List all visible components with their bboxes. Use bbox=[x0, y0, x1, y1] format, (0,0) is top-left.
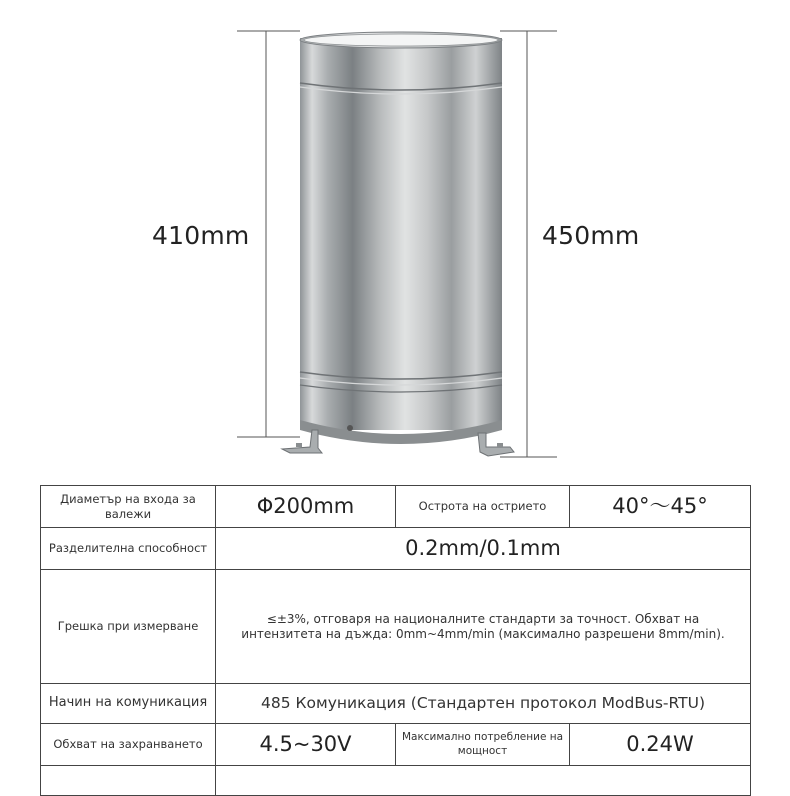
table-row bbox=[41, 724, 751, 766]
storage-label: Обхват на захранването bbox=[41, 724, 216, 766]
table-row bbox=[41, 528, 751, 570]
table-row bbox=[41, 486, 751, 528]
comm-value: 485 Комуникация (Стандартен протокол ModBus-RTU) bbox=[216, 684, 751, 724]
error-label: Грешка при измерване bbox=[41, 570, 216, 684]
storage-value: 4.5~30V bbox=[216, 724, 396, 766]
error-value: ≤±3%, отговаря на националните стандарти за точност. Обхват на интензитета на дъжда: 0mm~4mm/min (максимално разрешени 8mm/min). bbox=[216, 570, 751, 684]
empty-cell bbox=[216, 766, 751, 796]
cylinder-body bbox=[300, 38, 502, 430]
outer-height-label: 450mm bbox=[542, 221, 640, 250]
comm-label: Начин на комуникация bbox=[41, 684, 216, 724]
power-value: 0.24W bbox=[570, 724, 751, 766]
right-leg bbox=[478, 433, 514, 456]
diameter-value: Φ200mm bbox=[216, 486, 396, 528]
table-row bbox=[41, 570, 751, 684]
table-row bbox=[41, 684, 751, 724]
sharpness-value: 40°～45° bbox=[570, 486, 751, 528]
resolution-value: 0.2mm/0.1mm bbox=[216, 528, 751, 570]
inner-height-label: 410mm bbox=[152, 221, 250, 250]
sharpness-label: Острота на острието bbox=[396, 486, 570, 528]
drain-hole bbox=[347, 425, 353, 431]
empty-cell bbox=[41, 766, 216, 796]
spec-table bbox=[40, 485, 751, 796]
table-row bbox=[41, 766, 751, 796]
diameter-label: Диаметър на входа за валежи bbox=[41, 486, 216, 528]
power-label: Максимално потребление на мощност bbox=[396, 724, 570, 766]
resolution-label: Разделителна способност bbox=[41, 528, 216, 570]
left-leg bbox=[282, 430, 322, 453]
